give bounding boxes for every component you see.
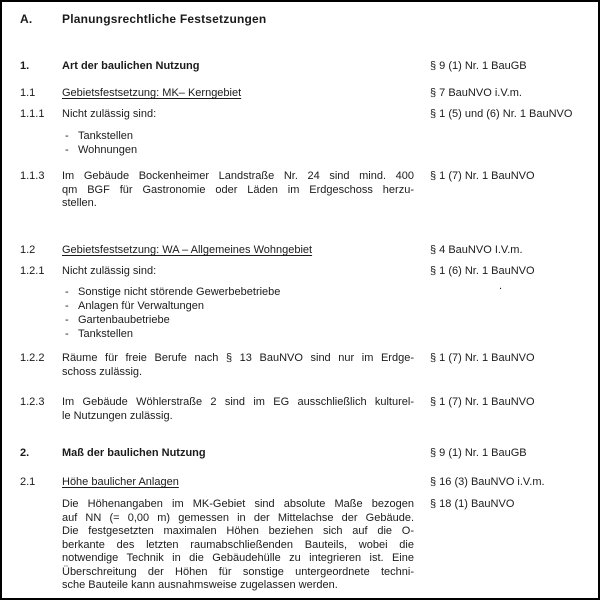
section-number: 1.1.3	[20, 170, 45, 182]
section-text: Nicht zulässig sind:	[62, 265, 157, 277]
legal-reference: § 7 BauNVO i.V.m.	[430, 87, 522, 99]
section-paragraph	[62, 498, 414, 593]
dash-bullet: -	[65, 314, 69, 326]
section-heading-underlined: Gebietsfestsetzung: WA – Allgemeines Wohngebiet	[62, 244, 313, 256]
paragraph-line: le Nutzungen zulässig.	[62, 409, 173, 422]
section-heading-underlined: Höhe baulicher Anlagen	[62, 476, 179, 488]
section-paragraph	[62, 396, 414, 423]
list-item: - Tankstellen	[65, 328, 134, 340]
section-title: Maß der baulichen Nutzung	[62, 447, 206, 459]
list-item: - Anlagen für Verwaltungen	[65, 300, 204, 312]
scan-artifact-dot: .	[499, 280, 503, 292]
paragraph-line: Im Gebäude Wöhlerstraße 2 sind im EG ausschließlich kulturel-	[62, 396, 414, 408]
list-item: - Wohnungen	[65, 144, 138, 156]
legal-reference: § 9 (1) Nr. 1 BauGB	[430, 447, 527, 459]
paragraph-line: Die Höhenangaben im MK-Gebiet sind absolute Maße bezogen	[62, 498, 414, 510]
section-number: 1.2.3	[20, 396, 45, 408]
paragraph-line: schoss zulässig.	[62, 365, 143, 378]
section-number: 2.	[20, 447, 30, 459]
list-item: - Tankstellen	[65, 130, 134, 142]
paragraph-line: sche Bauteile kann ausnahmsweise zugelassen werden.	[62, 579, 338, 591]
section-paragraph	[62, 170, 414, 211]
legal-reference: § 1 (7) Nr. 1 BauNVO	[430, 170, 535, 182]
paragraph-line: stellen.	[62, 197, 97, 209]
legal-reference: § 1 (7) Nr. 1 BauNVO	[430, 352, 535, 364]
dash-bullet: -	[65, 130, 69, 142]
legal-reference: § 9 (1) Nr. 1 BauGB	[430, 60, 527, 72]
list-item: - Sonstige nicht störende Gewerbebetriebe	[65, 286, 281, 298]
paragraph-line: Im Gebäude Bockenheimer Landstraße Nr. 24 sind mind. 400	[62, 170, 414, 182]
section-number: 1.	[20, 60, 30, 72]
paragraph-line: notwendige Technik in die Gebäudehülle zu integrieren ist. Eine	[62, 552, 414, 564]
list-item: - Gartenbaubetriebe	[65, 314, 170, 326]
legal-reference: § 4 BauNVO I.V.m.	[430, 244, 523, 256]
paragraph-line: qm BGF für Gastronomie oder Läden im Erdgeschoss herzu-	[62, 183, 414, 196]
section-number: 1.1	[20, 87, 36, 99]
dash-bullet: -	[65, 300, 69, 312]
paragraph-line: Die festgesetzten maximalen Höhen beziehen sich auf die O-	[62, 525, 414, 537]
paragraph-line: Räume für freie Berufe nach § 13 BauNVO sind nur im Erdge-	[62, 352, 414, 364]
legal-reference: § 16 (3) BauNVO i.V.m.	[430, 476, 545, 488]
section-paragraph	[62, 352, 414, 379]
chapter-number: A.	[20, 12, 33, 26]
section-text: Nicht zulässig sind:	[62, 108, 157, 120]
section-number: 1.2.2	[20, 352, 45, 364]
dash-bullet: -	[65, 286, 69, 298]
section-number: 1.2	[20, 244, 36, 256]
dash-bullet: -	[65, 144, 69, 156]
paragraph-line: auf NN (= 0,00 m) gemessen in der Mittelachse der Gebäude.	[62, 511, 414, 524]
dash-bullet: -	[65, 328, 69, 340]
paragraph-line: Überschreitung der Höhen für sonstige untergeordnete techni-	[62, 565, 414, 578]
section-number: 1.2.1	[20, 265, 45, 277]
chapter-title: Planungsrechtliche Festsetzungen	[62, 12, 267, 26]
legal-reference: § 18 (1) BauNVO	[430, 498, 515, 510]
section-number: 2.1	[20, 476, 36, 488]
section-heading-underlined: Gebietsfestsetzung: MK– Kerngebiet	[62, 87, 242, 99]
paragraph-line: berkante des letzten raumabschließenden Bauteils, wobei die	[62, 538, 414, 551]
section-title: Art der baulichen Nutzung	[62, 60, 200, 72]
section-number: 1.1.1	[20, 108, 45, 120]
legal-reference: § 1 (5) und (6) Nr. 1 BauNVO	[430, 108, 573, 120]
legal-reference: § 1 (6) Nr. 1 BauNVO	[430, 265, 535, 277]
legal-reference: § 1 (7) Nr. 1 BauNVO	[430, 396, 535, 408]
